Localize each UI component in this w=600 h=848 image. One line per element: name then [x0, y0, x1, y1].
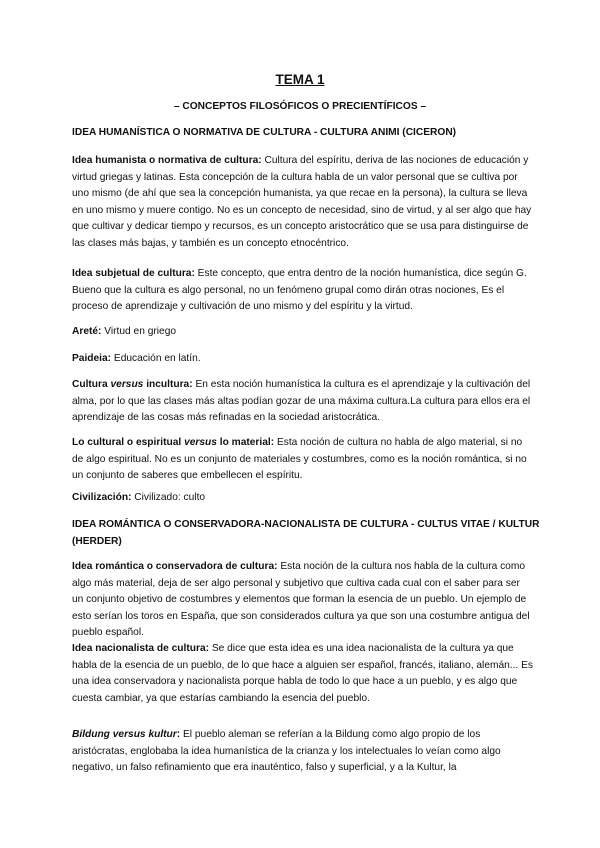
term-part: :	[176, 729, 181, 740]
paragraph-bildung-versus-kultur	[72, 727, 534, 777]
term: Idea nacionalista de cultura:	[72, 643, 210, 654]
definition: Este concepto, que entra dentro de la noción humanística, dice según G. Bueno que la cultura es algo personal, no un fenómeno grupal como dirán otras nociones, Es el proceso de aprendizaje y cultivación de uno mismo y del espíritu y la virtud.	[72, 268, 527, 312]
paragraph-cultura-versus-incultura	[72, 377, 534, 427]
term: Areté:	[72, 326, 102, 337]
term: Paideia:	[72, 353, 112, 364]
definition: Se dice que esta idea es una idea nacionalista de la cultura ya que habla de la esencia de un pueblo, de lo que hace a alguien ser español, francés, italiano, alemán... Es una idea conservadora y nacionalista porque habla de todo lo que hace a un pueblo, y es algo que cuesta cambiar, ya que estarías cambiando la esencia del pueblo.	[72, 643, 534, 704]
term	[72, 437, 274, 448]
paragraph-civilizacion	[72, 490, 534, 507]
term: Idea romántica o conservadora de cultura:	[72, 561, 278, 572]
section-heading-humanistica: IDEA HUMANÍSTICA O NORMATIVA DE CULTURA - CULTURA ANIMI (CICERON)	[72, 127, 457, 138]
term-italic: versus	[109, 729, 146, 740]
term-italic: kultur	[145, 729, 177, 740]
definition: Cultura del espíritu, deriva de las nociones de educación y virtud griegas y latinas. Esta concepción de la cultura habla de un valor personal que se cultiva por uno mismo (de ahí que sea la concepción humanista, ya que recae en la persona), la cultura se lleva en uno mismo y muere contigo. No es un concepto de necesidad, sino de virtud, y al ser algo que hay que cultivar y dedicar tiempo y recursos, es un concepto aristocrático que se usa para distinguirse de las clases más bajas, y también es un concepto etnocéntrico.	[72, 155, 532, 249]
definition: Virtud en griego	[101, 326, 177, 337]
definition: Esta noción de cultura no habla de algo material, si no de algo espiritual. No es un conjunto de materiales y costumbres, como es la noción romántica, si no un conjunto de saberes que embellecen el espíritu.	[72, 437, 527, 481]
document-subtitle: – CONCEPTOS FILOSÓFICOS O PRECIENTÍFICOS –	[173, 101, 427, 112]
term-part: lo material:	[216, 437, 275, 448]
paragraph-idea-humanista	[72, 153, 534, 252]
term-italic: versus	[184, 437, 217, 448]
term-part: Lo cultural o espiritual	[72, 437, 185, 448]
term-part: Cultura	[72, 379, 111, 390]
document-title: TEMA 1	[275, 72, 325, 87]
term-part: incultura:	[143, 379, 193, 390]
paragraph-espiritual-versus-material	[72, 435, 534, 485]
section-heading-romantica: IDEA ROMÁNTICA O CONSERVADORA-NACIONALISTA DE CULTURA - CULTUS VITAE / KULTUR (HERDER)	[72, 519, 540, 547]
term: Idea humanista o normativa de cultura:	[72, 155, 262, 166]
term	[72, 729, 180, 740]
definition: Civilizado: culto	[131, 492, 206, 503]
definition: Esta noción de la cultura nos habla de la cultura como algo más material, deja de ser algo personal y subjetivo que cultiva cada cual con el saber para ser un conjunto objetivo de costumbres y elementos que forman la esencia de un pueblo. Un ejemplo de esto serían los toros en España, que son considerados cultura ya que son una costumbre antigua del pueblo español.	[72, 561, 530, 638]
definition: Educación en latín.	[111, 353, 201, 364]
term-italic: versus	[110, 379, 144, 390]
definition: El pueblo aleman se referían a la Bildung como algo propio de los aristócratas, englobaba la idea humanística de la crianza y los intelectuales lo veían como algo negativo, un falso refinamiento que era inauténtico, falso y superficial, y a la Kultur, la	[72, 729, 501, 773]
paragraph-idea-subjetual	[72, 266, 534, 316]
term: Idea subjetual de cultura:	[72, 268, 195, 279]
term: Civilización:	[72, 492, 132, 503]
paragraph-idea-nacionalista	[72, 641, 534, 707]
term-italic: Bildung	[72, 729, 110, 740]
paragraph-paideia	[72, 351, 534, 368]
paragraph-arete	[72, 324, 534, 341]
paragraph-idea-romantica	[72, 559, 534, 642]
term	[72, 379, 193, 390]
definition: En esta noción humanística la cultura es el aprendizaje y la cultivación del alma, por lo que las clases más altas podían gozar de una máxima cultura.La cultura para ellos era el aprendizaje de las cosas más refinadas en la sociedad aristocrática.	[72, 379, 531, 423]
